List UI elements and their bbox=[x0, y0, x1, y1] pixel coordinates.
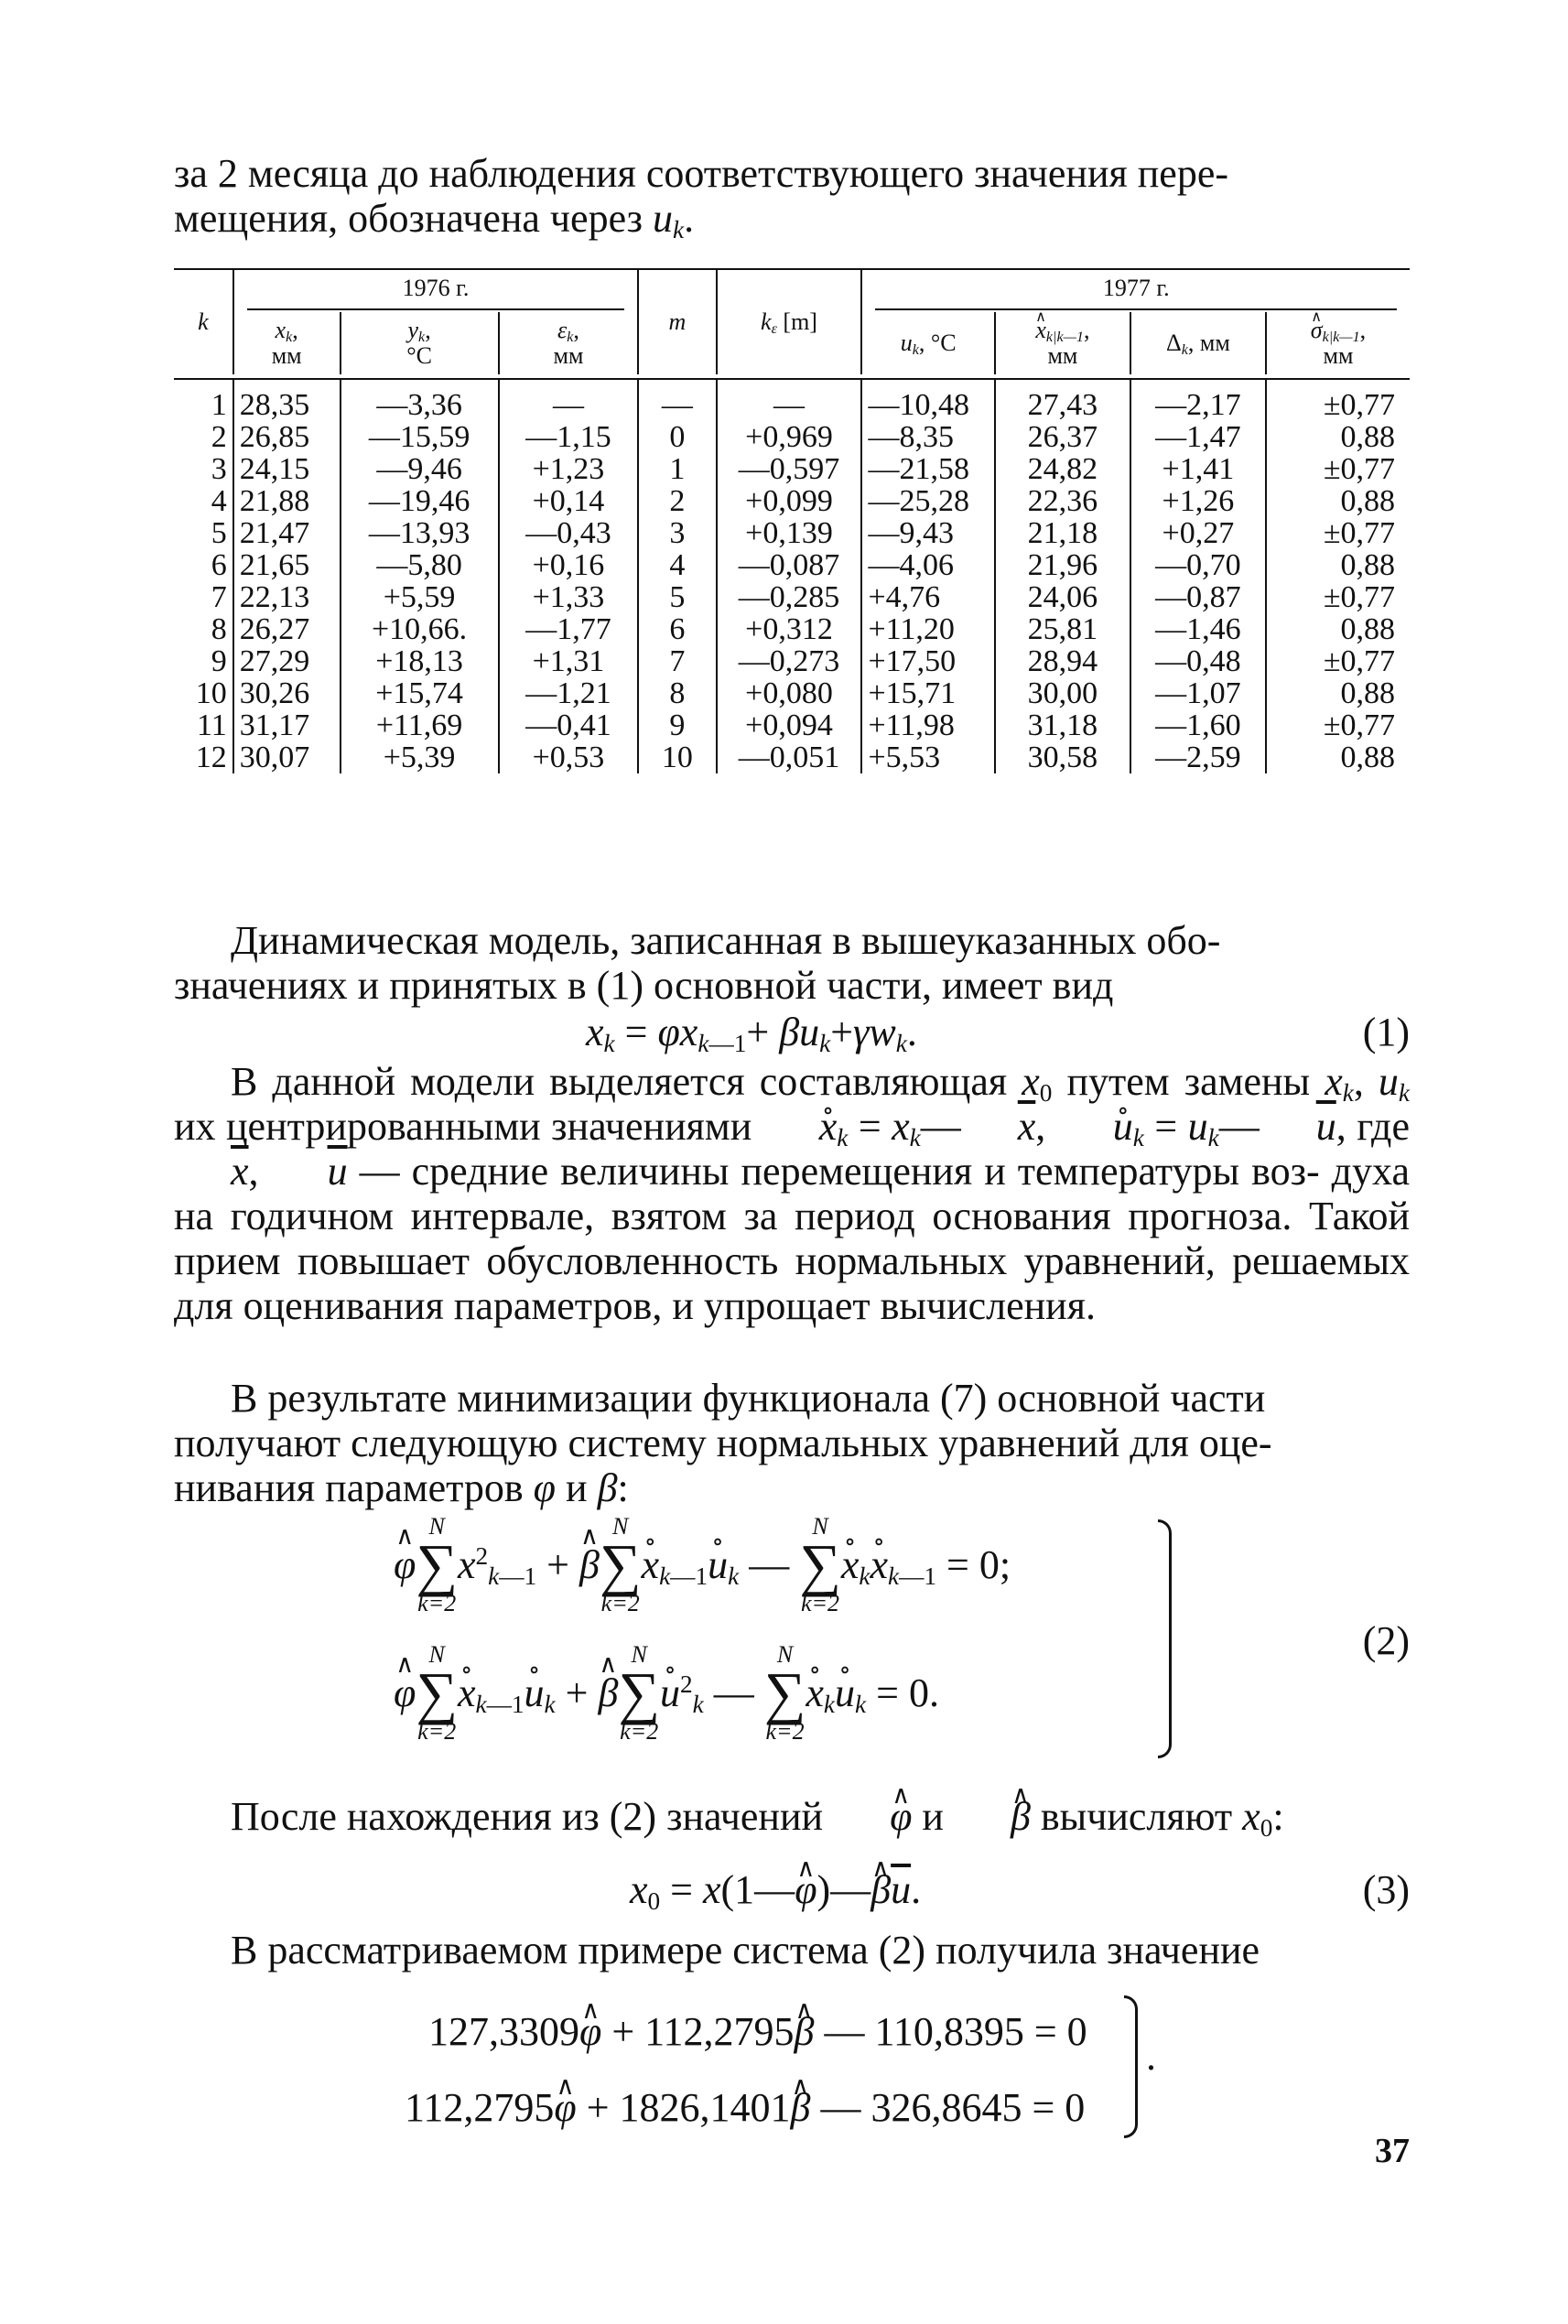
header-uk: $u_k$, °C bbox=[861, 312, 995, 374]
table-cell: —4,06 bbox=[861, 549, 995, 581]
equation-2-line-2: ∧ φ N ∑ k=2 ∘ $x_{k—1}\circ$ $u_k$ + ∧ β N ∑ k=2 ∘ $u^2_k$ — N ∑ k=2 ∘ $x_k\circ$ $u_k = 0$. bbox=[394, 1643, 939, 1744]
table-cell: +11,20 bbox=[861, 613, 995, 645]
table-cell: 2 bbox=[638, 485, 716, 517]
page-number: 37 bbox=[1375, 2132, 1410, 2170]
table-cell: 2 bbox=[211, 420, 227, 454]
table-cell: +11,69 bbox=[341, 709, 499, 741]
table-cell: +15,74 bbox=[341, 677, 499, 709]
table-cell: +1,41 bbox=[1130, 453, 1266, 485]
table-row bbox=[174, 549, 1410, 581]
table-cell: 10 bbox=[195, 676, 227, 710]
table-cell: — bbox=[638, 379, 716, 421]
table-cell: ±0,77 bbox=[1266, 379, 1410, 421]
table-cell: +15,71 bbox=[861, 677, 995, 709]
numeric-system-period: . bbox=[1146, 2034, 1156, 2079]
table-cell: 4 bbox=[211, 484, 227, 518]
table-cell: —9,43 bbox=[861, 517, 995, 549]
header-delta: $\Delta_k$, мм bbox=[1130, 312, 1266, 374]
header-xk: $x_k$, мм bbox=[233, 312, 341, 374]
table-cell: —1,47 bbox=[1130, 421, 1266, 453]
table-cell: —0,597 bbox=[717, 453, 862, 485]
table-cell: +1,23 bbox=[499, 453, 639, 485]
data-table-body bbox=[174, 379, 1410, 773]
after-paragraph: После нахождения из (2) значений ∧ φ и ∧ β вычисляют $x_0$: bbox=[174, 1794, 1410, 1839]
table-cell: 21,96 bbox=[995, 549, 1130, 581]
table-cell: —1,07 bbox=[1130, 677, 1266, 709]
header-ek: $\varepsilon_k$, мм bbox=[499, 312, 639, 374]
table-cell: 6 bbox=[211, 548, 227, 582]
table-cell: +0,094 bbox=[717, 709, 862, 741]
table-cell: 21,47 bbox=[233, 517, 341, 549]
numeric-equation-2: 112,2795∧ φ + 1826,1401∧ β — 326,8645 = 0 bbox=[405, 2085, 1085, 2130]
table-cell: —1,21 bbox=[499, 677, 639, 709]
minimization-paragraph: В результате минимизации функционала (7) основной части получают следующую систему нормальных уравнений для оце- нивания параметров φ и β: bbox=[174, 1376, 1272, 1510]
table-cell: +17,50 bbox=[861, 645, 995, 677]
table-row bbox=[174, 485, 1410, 517]
table-cell: +0,099 bbox=[717, 485, 862, 517]
intro-line-1: за 2 месяца до наблюдения соответствующего значения пере- bbox=[174, 151, 1229, 196]
table-cell: 1 bbox=[638, 453, 716, 485]
table-cell: +11,98 bbox=[861, 709, 995, 741]
table-cell: —3,36 bbox=[341, 379, 499, 421]
table-cell: ±0,77 bbox=[1266, 645, 1410, 677]
table-cell: —0,70 bbox=[1130, 549, 1266, 581]
table-cell: —0,051 bbox=[717, 741, 862, 773]
table-cell: 9 bbox=[211, 644, 227, 678]
table-cell: 0,88 bbox=[1266, 421, 1410, 453]
table-cell: 26,27 bbox=[233, 613, 341, 645]
table-cell: +5,59 bbox=[341, 581, 499, 613]
table-cell: —10,48 bbox=[861, 379, 995, 421]
table-cell: ±0,77 bbox=[1266, 709, 1410, 741]
table-cell: 8 bbox=[211, 612, 227, 646]
table-row bbox=[174, 613, 1410, 645]
table-cell: —9,46 bbox=[341, 453, 499, 485]
table-cell: — bbox=[499, 379, 639, 421]
table-cell: —13,93 bbox=[341, 517, 499, 549]
table-cell: +18,13 bbox=[341, 645, 499, 677]
table-cell: 30,26 bbox=[233, 677, 341, 709]
equation-2-number: (2) bbox=[1362, 1618, 1410, 1663]
equation-2-line-1: ∧ φ N ∑ k=2 $x^2_{k—1}$ + ∧ β N ∑ k=2 ∘ $x_{k—1}\circ$ $u_k$ — N ∑ k=2 ∘ $x_k\circ$ $x_{k—1} = 0$; bbox=[394, 1515, 1011, 1616]
table-cell: +1,26 bbox=[1130, 485, 1266, 517]
table-cell: —15,59 bbox=[341, 421, 499, 453]
table-row bbox=[174, 677, 1410, 709]
intro-line-2: мещения, обозначена через bbox=[174, 196, 654, 241]
data-table bbox=[174, 268, 1410, 773]
numeric-equation-1: 127,3309∧ φ + 112,2795∧ β — 110,8395 = 0 bbox=[428, 2009, 1087, 2054]
table-cell: —0,87 bbox=[1130, 581, 1266, 613]
table-cell: —5,80 bbox=[341, 549, 499, 581]
table-cell: 7 bbox=[638, 645, 716, 677]
table-cell: 27,29 bbox=[233, 645, 341, 677]
table-cell: 10 bbox=[638, 741, 716, 773]
table-cell: —2,59 bbox=[1130, 741, 1266, 773]
table-cell: +5,53 bbox=[861, 741, 995, 773]
table-cell: +0,27 bbox=[1130, 517, 1266, 549]
table-row bbox=[174, 517, 1410, 549]
table-cell: 11 bbox=[197, 708, 227, 742]
table-cell: 7 bbox=[211, 580, 227, 614]
table-cell: —25,28 bbox=[861, 485, 995, 517]
table-cell: +0,53 bbox=[499, 741, 639, 773]
table-cell: 0,88 bbox=[1266, 485, 1410, 517]
table-cell: ±0,77 bbox=[1266, 581, 1410, 613]
table-cell: 21,18 bbox=[995, 517, 1130, 549]
table-cell: 0,88 bbox=[1266, 613, 1410, 645]
table-row bbox=[174, 379, 1410, 421]
table-cell: 0,88 bbox=[1266, 677, 1410, 709]
table-row bbox=[174, 421, 1410, 453]
table-cell: +0,969 bbox=[717, 421, 862, 453]
table-cell: —21,58 bbox=[861, 453, 995, 485]
equation-2-brace bbox=[1158, 1519, 1172, 1758]
table-cell: —1,77 bbox=[499, 613, 639, 645]
header-k: k bbox=[198, 308, 209, 335]
table-cell: 30,07 bbox=[233, 741, 341, 773]
equation-3-number: (3) bbox=[1362, 1867, 1410, 1912]
table-cell: 31,18 bbox=[995, 709, 1130, 741]
table-cell: — bbox=[717, 379, 862, 421]
table-cell: +4,76 bbox=[861, 581, 995, 613]
table-cell: +1,33 bbox=[499, 581, 639, 613]
table-cell: 12 bbox=[195, 740, 227, 774]
table-cell: —8,35 bbox=[861, 421, 995, 453]
intro-paragraph: за 2 месяца до наблюдения соответствующего значения пере- мещения, обозначена через $u_k$. bbox=[174, 151, 1229, 243]
table-cell: —0,285 bbox=[717, 581, 862, 613]
table-cell: 28,35 bbox=[233, 379, 341, 421]
table-cell: 0,88 bbox=[1266, 549, 1410, 581]
header-sigma: ∧ $\sigma_{k|k—1}$, мм bbox=[1266, 312, 1410, 374]
table-row bbox=[174, 453, 1410, 485]
centering-paragraph: В данной модели выделяется составляющая $x_0$ путем замены $x_k$, $u_k$ их центрированными значениями ∘ $x_k$ = $x_k—$ $\overline{x}$, ∘ $u_k$ = $u_k—$ $\overline{u}$, где $\overline{x}$, $\overline{u}$ — средние величины перемещения и температуры воз- духа на годичном интервале, взятом за период основания прогноза. Такой прием повышает обусловленность нормальных уравнений, решаемых для оценивания параметров, и упрощает вычисления. bbox=[174, 1059, 1410, 1328]
table-cell: 26,85 bbox=[233, 421, 341, 453]
table-cell: +1,31 bbox=[499, 645, 639, 677]
table-cell: 26,37 bbox=[995, 421, 1130, 453]
table-cell: 24,82 bbox=[995, 453, 1130, 485]
model-paragraph: Динамическая модель, записанная в вышеуказанных обо- значениях и принятых в (1) основной части, имеет вид bbox=[174, 918, 1221, 1008]
table-row bbox=[174, 581, 1410, 613]
table-cell: —0,41 bbox=[499, 709, 639, 741]
table-cell: —1,46 bbox=[1130, 613, 1266, 645]
table-cell: 9 bbox=[638, 709, 716, 741]
table-cell: 5 bbox=[638, 581, 716, 613]
table-cell: —1,60 bbox=[1130, 709, 1266, 741]
table-cell: +0,14 bbox=[499, 485, 639, 517]
table-cell: +0,139 bbox=[717, 517, 862, 549]
table-cell: —19,46 bbox=[341, 485, 499, 517]
table-row bbox=[174, 645, 1410, 677]
table-cell: 1 bbox=[211, 388, 227, 422]
header-year-1977: 1977 г. bbox=[861, 269, 1410, 312]
table-cell: 0,88 bbox=[1266, 741, 1410, 773]
table-cell: —0,087 bbox=[717, 549, 862, 581]
table-cell: +0,080 bbox=[717, 677, 862, 709]
header-year-1976: 1976 г. bbox=[233, 269, 638, 312]
table-cell: 22,13 bbox=[233, 581, 341, 613]
table-cell: 5 bbox=[211, 516, 227, 550]
table-row bbox=[174, 709, 1410, 741]
header-xhat: ∧ $x_{k|k—1}$, мм bbox=[995, 312, 1130, 374]
table-cell: 0 bbox=[638, 421, 716, 453]
equation-1-number: (1) bbox=[1362, 1010, 1410, 1054]
table-cell: 31,17 bbox=[233, 709, 341, 741]
table-cell: 4 bbox=[638, 549, 716, 581]
table-cell: ±0,77 bbox=[1266, 453, 1410, 485]
table-cell: —2,17 bbox=[1130, 379, 1266, 421]
table-cell: 3 bbox=[638, 517, 716, 549]
table-cell: —1,15 bbox=[499, 421, 639, 453]
table-cell: ±0,77 bbox=[1266, 517, 1410, 549]
table-cell: 6 bbox=[638, 613, 716, 645]
header-m: m bbox=[638, 269, 716, 374]
equation-3: $x_0$ = x(1—∧ φ)—∧ $\beta\overline{u}$. bbox=[630, 1867, 921, 1912]
table-cell: +0,312 bbox=[717, 613, 862, 645]
table-cell: +10,66. bbox=[341, 613, 499, 645]
table-cell: 30,58 bbox=[995, 741, 1130, 773]
equation-1: $x_k = \varphi x_{k—1}+ \beta u_k+\gamma w_k$. bbox=[586, 1010, 917, 1057]
numeric-system-brace bbox=[1124, 1995, 1138, 2138]
example-paragraph: В рассматриваемом примере система (2) получила значение bbox=[231, 1928, 1260, 1973]
table-cell: +5,39 bbox=[341, 741, 499, 773]
table-cell: 24,06 bbox=[995, 581, 1130, 613]
table-cell: 21,88 bbox=[233, 485, 341, 517]
table-cell: 21,65 bbox=[233, 549, 341, 581]
header-yk: $y_k$, °C bbox=[341, 312, 499, 374]
table-cell: 24,15 bbox=[233, 453, 341, 485]
table-cell: 22,36 bbox=[995, 485, 1130, 517]
table-row bbox=[174, 741, 1410, 773]
table-cell: 3 bbox=[211, 452, 227, 486]
table-cell: —0,48 bbox=[1130, 645, 1266, 677]
table-cell: 8 bbox=[638, 677, 716, 709]
table-cell: 27,43 bbox=[995, 379, 1130, 421]
table-cell: 25,81 bbox=[995, 613, 1130, 645]
table-cell: —0,273 bbox=[717, 645, 862, 677]
table-cell: 30,00 bbox=[995, 677, 1130, 709]
table-cell: 28,94 bbox=[995, 645, 1130, 677]
table-cell: +0,16 bbox=[499, 549, 639, 581]
header-ke: $k_\varepsilon$ [m] bbox=[717, 269, 862, 374]
table-cell: —0,43 bbox=[499, 517, 639, 549]
